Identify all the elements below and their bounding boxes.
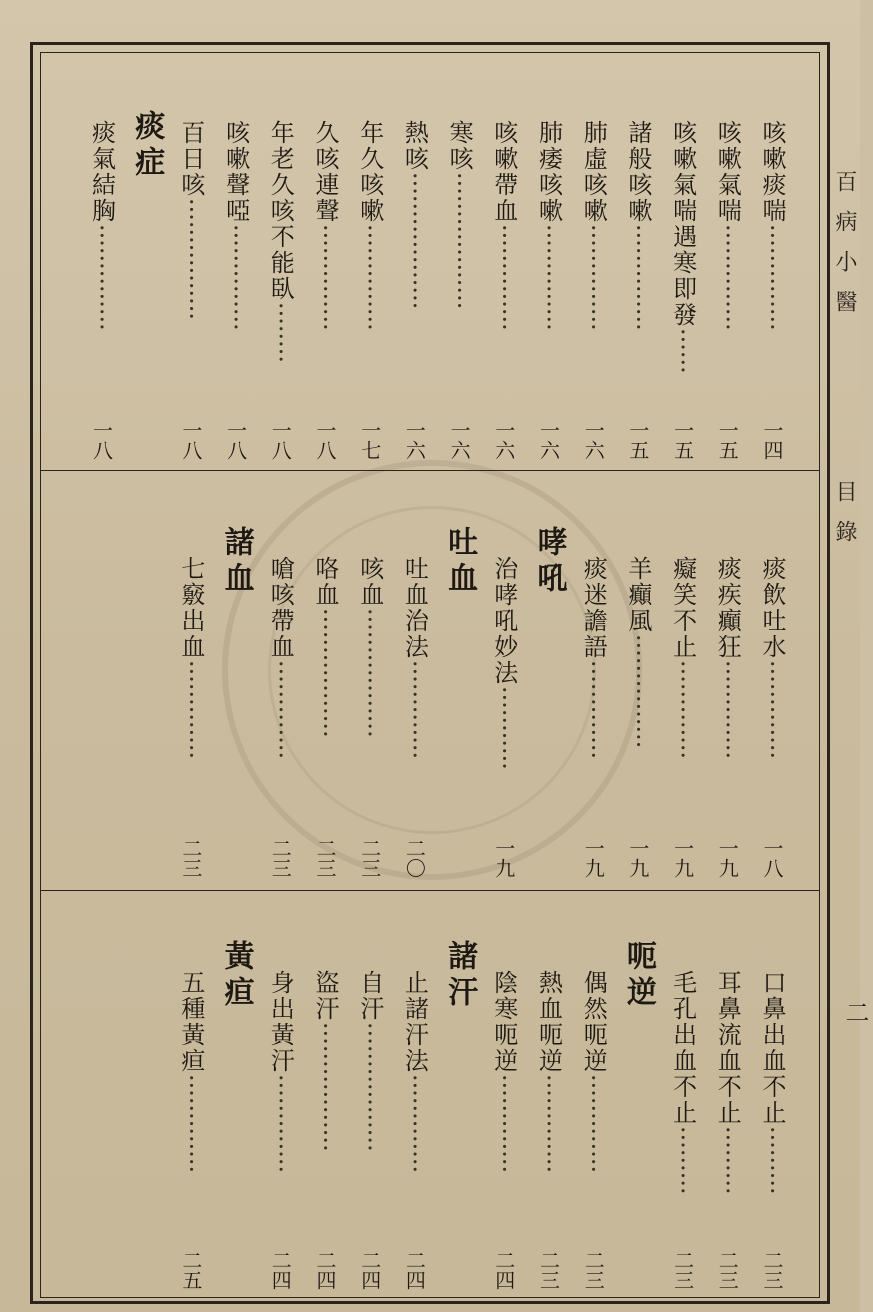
section-divider-2 bbox=[40, 890, 820, 891]
section-heading: 哮吼 bbox=[531, 526, 567, 598]
entry-page-number: 一九 bbox=[491, 838, 516, 878]
toc-entry bbox=[352, 556, 388, 836]
entry-title: 痰飲吐水 bbox=[758, 556, 786, 660]
entry-title: 咳嗽氣喘遇寒即發 bbox=[668, 120, 697, 328]
entry-title: 偶然呃逆 bbox=[579, 970, 608, 1074]
leader-dots: ················· bbox=[355, 608, 384, 738]
toc-entry bbox=[531, 120, 567, 418]
leader-dots: ·················· bbox=[400, 172, 429, 310]
toc-entry bbox=[754, 970, 790, 1248]
leader-dots: ············· bbox=[266, 1074, 295, 1174]
toc-entry bbox=[665, 556, 701, 836]
leader-dots: ·············· bbox=[355, 224, 384, 331]
entry-page-number: 二三 bbox=[670, 1250, 695, 1290]
leader-dots: ·············· bbox=[579, 224, 608, 331]
toc-entry bbox=[262, 970, 298, 1248]
toc-entry bbox=[486, 970, 522, 1248]
toc-entry bbox=[575, 556, 611, 836]
margin-book-title: 百病小醫 bbox=[832, 170, 857, 330]
entry-page-number: 一四 bbox=[760, 420, 784, 460]
entry-page-number: 一五 bbox=[625, 420, 650, 460]
toc-entry bbox=[352, 120, 388, 418]
entry-page-number: 二四 bbox=[491, 1250, 516, 1290]
entry-title: 止諸汗法 bbox=[400, 970, 429, 1074]
entry-title: 毛孔出血不止 bbox=[668, 970, 697, 1126]
section-divider-1 bbox=[40, 470, 820, 471]
entry-title: 七竅出血 bbox=[176, 556, 205, 660]
leader-dots: ············· bbox=[579, 1074, 608, 1174]
leader-dots: ·············· bbox=[221, 224, 250, 331]
leader-dots: ·············· bbox=[534, 224, 563, 331]
entry-page-number: 一六 bbox=[536, 420, 561, 460]
entry-page-number: 一八 bbox=[178, 420, 203, 460]
entry-page-number: 二五 bbox=[178, 1250, 203, 1290]
entry-title: 身出黃汗 bbox=[266, 970, 295, 1074]
leader-dots: ·············· bbox=[713, 224, 742, 331]
entry-page-number: 一九 bbox=[625, 838, 650, 878]
entry-title: 諸般咳嗽 bbox=[623, 120, 652, 224]
entry-title: 咳血 bbox=[355, 556, 384, 608]
entry-page-number: 一五 bbox=[715, 420, 740, 460]
leader-dots: ················ bbox=[176, 198, 205, 321]
toc-entry bbox=[173, 556, 209, 836]
entry-title: 治哮吼妙法 bbox=[489, 556, 518, 686]
entry-page-number: 一九 bbox=[581, 838, 606, 878]
leader-dots: ········· bbox=[758, 1126, 786, 1195]
toc-entry bbox=[262, 556, 298, 836]
toc-entry bbox=[396, 970, 432, 1248]
entry-page-number: 二三 bbox=[313, 838, 337, 878]
leader-dots: ············· bbox=[579, 660, 608, 760]
entry-page-number: 二三 bbox=[178, 838, 203, 878]
entry-title: 咳嗽痰喘 bbox=[758, 120, 786, 224]
section-heading: 痰症 bbox=[129, 110, 165, 182]
entry-page-number: 一九 bbox=[670, 838, 695, 878]
toc-entry bbox=[665, 120, 701, 418]
entry-page-number: 一八 bbox=[760, 838, 784, 878]
entry-page-number: 一八 bbox=[89, 420, 114, 460]
entry-title: 自汗 bbox=[355, 970, 384, 1022]
leader-dots: ·············· bbox=[623, 224, 652, 331]
toc-entry bbox=[709, 970, 745, 1248]
entry-page-number: 一六 bbox=[491, 420, 516, 460]
margin-section: 目錄 bbox=[832, 480, 857, 560]
entry-page-number: 一七 bbox=[357, 420, 382, 460]
entry-page-number: 二四 bbox=[357, 1250, 382, 1290]
leader-dots: ·············· bbox=[87, 224, 116, 331]
entry-title: 吐血治法 bbox=[400, 556, 429, 660]
toc-entry bbox=[441, 120, 477, 418]
toc-entry bbox=[396, 556, 432, 836]
entry-page-number: 二三 bbox=[715, 1250, 740, 1290]
toc-entry bbox=[218, 120, 254, 418]
entry-page-number: 一六 bbox=[581, 420, 606, 460]
entry-title: 盜汗 bbox=[311, 970, 339, 1022]
toc-entry bbox=[575, 970, 611, 1248]
toc-entry bbox=[173, 970, 209, 1248]
entry-title: 癡笑不止 bbox=[668, 556, 697, 660]
leader-dots: ··········· bbox=[489, 686, 518, 770]
toc-entry bbox=[396, 120, 432, 418]
entry-title: 百日咳 bbox=[176, 120, 205, 198]
toc-entry bbox=[307, 556, 343, 836]
entry-title: 口鼻出血不止 bbox=[758, 970, 786, 1126]
leader-dots: ············· bbox=[489, 1074, 518, 1174]
entry-page-number: 一六 bbox=[447, 420, 472, 460]
entry-title: 久咳連聲 bbox=[311, 120, 339, 224]
toc-entry bbox=[575, 120, 611, 418]
toc-entry bbox=[709, 120, 745, 418]
leader-dots: ········ bbox=[266, 302, 295, 364]
leader-dots: ················· bbox=[311, 608, 339, 738]
leader-dots: ············· bbox=[534, 1074, 563, 1174]
entry-title: 肺痿咳嗽 bbox=[534, 120, 563, 224]
entry-page-number: 一八 bbox=[268, 420, 293, 460]
entry-title: 寒咳 bbox=[445, 120, 474, 172]
leader-dots: ················· bbox=[355, 1022, 384, 1152]
entry-title: 痰氣結胸 bbox=[87, 120, 116, 224]
leader-dots: ············· bbox=[400, 1074, 429, 1174]
toc-entry bbox=[531, 970, 567, 1248]
entry-page-number: 一五 bbox=[670, 420, 695, 460]
entry-title: 熱血呃逆 bbox=[534, 970, 563, 1074]
section-heading: 諸汗 bbox=[442, 940, 478, 1012]
toc-entry bbox=[307, 970, 343, 1248]
toc-entry bbox=[620, 120, 656, 418]
entry-title: 年老久咳不能臥 bbox=[266, 120, 295, 302]
entry-title: 五種黃疸 bbox=[176, 970, 205, 1074]
entry-title: 肺虛咳嗽 bbox=[579, 120, 608, 224]
entry-page-number: 二三 bbox=[760, 1250, 784, 1290]
entry-page-number: 一八 bbox=[223, 420, 248, 460]
entry-title: 咳嗽帶血 bbox=[489, 120, 518, 224]
margin-page-number: 二 bbox=[841, 1000, 869, 1024]
entry-page-number: 二三 bbox=[581, 1250, 606, 1290]
toc-entry bbox=[352, 970, 388, 1248]
leader-dots: ················· bbox=[311, 1022, 339, 1152]
leader-dots: ·················· bbox=[445, 172, 474, 310]
entry-title: 咳嗽聲啞 bbox=[221, 120, 250, 224]
toc-entry bbox=[620, 556, 656, 836]
leader-dots: ············· bbox=[176, 1074, 205, 1174]
leader-dots: ············· bbox=[400, 660, 429, 760]
leader-dots: ············· bbox=[668, 660, 697, 760]
toc-entry bbox=[307, 120, 343, 418]
entry-title: 痰疾癲狂 bbox=[713, 556, 742, 660]
entry-title: 痰迷譫語 bbox=[579, 556, 608, 660]
leader-dots: ············· bbox=[713, 660, 742, 760]
leader-dots: ··············· bbox=[623, 634, 652, 749]
toc-entry bbox=[486, 120, 522, 418]
entry-title: 年久咳嗽 bbox=[355, 120, 384, 224]
entry-title: 羊癲風 bbox=[623, 556, 652, 634]
entry-page-number: 二四 bbox=[402, 1250, 427, 1290]
toc-entry bbox=[173, 120, 209, 418]
leader-dots: ······ bbox=[668, 328, 697, 374]
entry-page-number: 二〇 bbox=[402, 838, 427, 878]
entry-page-number: 一六 bbox=[402, 420, 427, 460]
leader-dots: ·············· bbox=[489, 224, 518, 331]
toc-entry bbox=[754, 120, 790, 418]
entry-page-number: 一九 bbox=[715, 838, 740, 878]
toc-entry bbox=[709, 556, 745, 836]
leader-dots: ········· bbox=[713, 1126, 742, 1195]
leader-dots: ········· bbox=[668, 1126, 697, 1195]
toc-entry bbox=[665, 970, 701, 1248]
toc-entry bbox=[262, 120, 298, 418]
leader-dots: ············· bbox=[176, 660, 205, 760]
entry-page-number: 二三 bbox=[536, 1250, 561, 1290]
entry-title: 嗆咳帶血 bbox=[266, 556, 295, 660]
leader-dots: ············· bbox=[758, 660, 786, 760]
leader-dots: ············· bbox=[266, 660, 295, 760]
section-heading: 吐血 bbox=[442, 526, 478, 598]
toc-entry bbox=[486, 556, 522, 836]
entry-page-number: 一八 bbox=[313, 420, 337, 460]
entry-title: 熱咳 bbox=[400, 120, 429, 172]
section-heading: 呃逆 bbox=[620, 940, 656, 1012]
entry-page-number: 二四 bbox=[313, 1250, 337, 1290]
section-heading: 諸血 bbox=[218, 526, 254, 598]
toc-entry bbox=[754, 556, 790, 836]
entry-title: 咳嗽氣喘 bbox=[713, 120, 742, 224]
toc-entry bbox=[84, 120, 120, 418]
leader-dots: ·············· bbox=[758, 224, 786, 331]
entry-page-number: 二三 bbox=[357, 838, 382, 878]
entry-title: 耳鼻流血不止 bbox=[713, 970, 742, 1126]
section-heading: 黃疸 bbox=[218, 940, 254, 1012]
entry-title: 陰寒呃逆 bbox=[489, 970, 518, 1074]
entry-page-number: 二三 bbox=[268, 838, 293, 878]
entry-title: 咯血 bbox=[311, 556, 339, 608]
entry-page-number: 二四 bbox=[268, 1250, 293, 1290]
leader-dots: ·············· bbox=[311, 224, 339, 331]
